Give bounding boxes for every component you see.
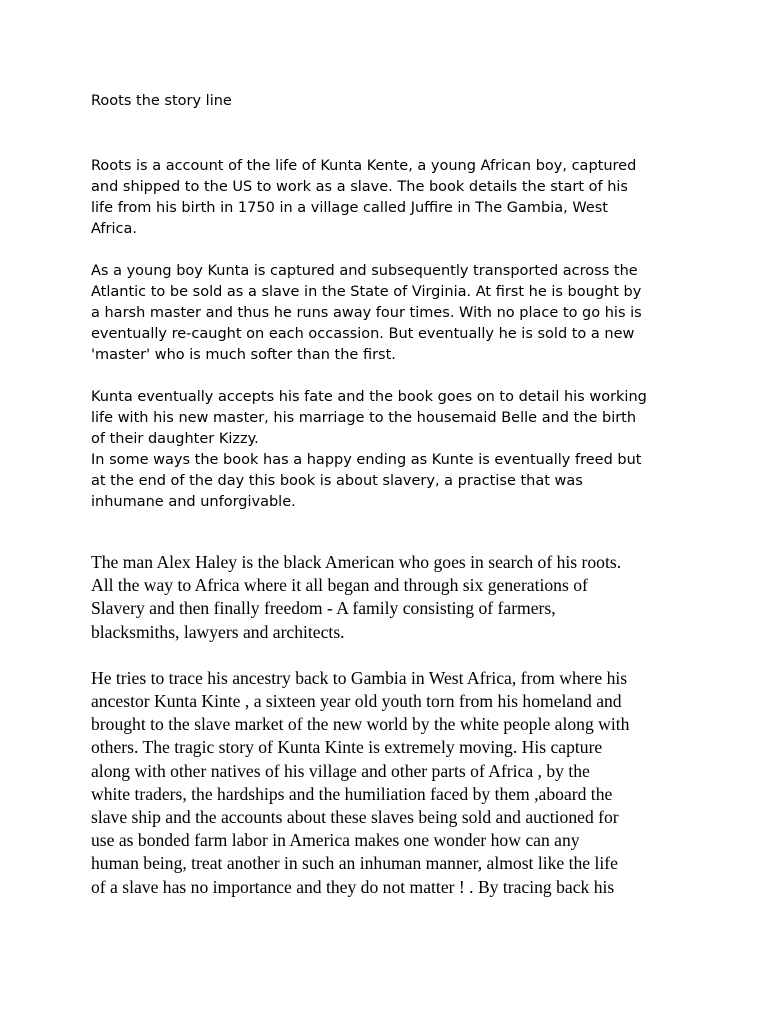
text-line: human being, treat another in such an inhuman manner, almost like the life: [91, 853, 618, 874]
essay-section: [91, 551, 691, 922]
text-line: a harsh master and thus he runs away four times. With no place to go his is: [91, 305, 642, 321]
document-title: Roots the story line: [91, 93, 232, 109]
text-line: of their daughter Kizzy.: [91, 431, 259, 447]
text-line: life with his new master, his marriage to the housemaid Belle and the birth: [91, 410, 637, 426]
text-line: slave ship and the accounts about these slaves being sold and auctioned for: [91, 807, 619, 828]
summary-paragraph-3: [91, 387, 691, 450]
summary-paragraph-1: [91, 156, 691, 240]
text-line: inhumane and unforgivable.: [91, 494, 296, 510]
text-line: Slavery and then finally freedom - A family consisting of farmers,: [91, 598, 556, 619]
text-line: brought to the slave market of the new world by the white people along with: [91, 714, 630, 735]
text-line: Africa.: [91, 221, 137, 237]
text-line: blacksmiths, lawyers and architects.: [91, 621, 345, 642]
text-line: All the way to Africa where it all began and through six generations of: [91, 575, 588, 596]
text-line: ancestor Kunta Kinte , a sixteen year old youth torn from his homeland and: [91, 691, 622, 712]
text-line: others. The tragic story of Kunta Kinte is extremely moving. His capture: [91, 737, 603, 758]
summary-paragraph-4: [91, 450, 691, 513]
text-line: He tries to trace his ancestry back to Gambia in West Africa, from where his: [91, 667, 628, 688]
text-line: As a young boy Kunta is captured and subsequently transported across the: [91, 263, 638, 279]
text-line: Kunta eventually accepts his fate and the book goes on to detail his working: [91, 389, 647, 405]
summary-paragraph-2: [91, 261, 691, 366]
summary-section: [91, 156, 691, 534]
text-line: of a slave has no importance and they do not matter ! . By tracing back his: [91, 876, 615, 897]
text-line: and shipped to the US to work as a slave. The book details the start of his: [91, 179, 628, 195]
essay-paragraph-1: [91, 551, 691, 644]
text-line: Roots is a account of the life of Kunta Kente, a young African boy, captured: [91, 158, 637, 174]
text-line: life from his birth in 1750 in a village called Juffire in The Gambia, West: [91, 200, 608, 216]
text-line: The man Alex Haley is the black American who goes in search of his roots.: [91, 552, 622, 572]
text-line: along with other natives of his village and other parts of Africa , by the: [91, 760, 590, 781]
text-line: white traders, the hardships and the humiliation faced by them ,aboard the: [91, 783, 613, 804]
text-line: In some ways the book has a happy ending as Kunte is eventually freed but: [91, 452, 642, 468]
text-line: 'master' who is much softer than the first.: [91, 347, 396, 363]
text-line: eventually re-caught on each occassion. But eventually he is sold to a new: [91, 326, 635, 342]
text-line: at the end of the day this book is about slavery, a practise that was: [91, 473, 583, 489]
text-line: Atlantic to be sold as a slave in the State of Virginia. At first he is bought by: [91, 284, 642, 300]
text-line: use as bonded farm labor in America makes one wonder how can any: [91, 830, 580, 851]
essay-paragraph-2: [91, 667, 691, 899]
